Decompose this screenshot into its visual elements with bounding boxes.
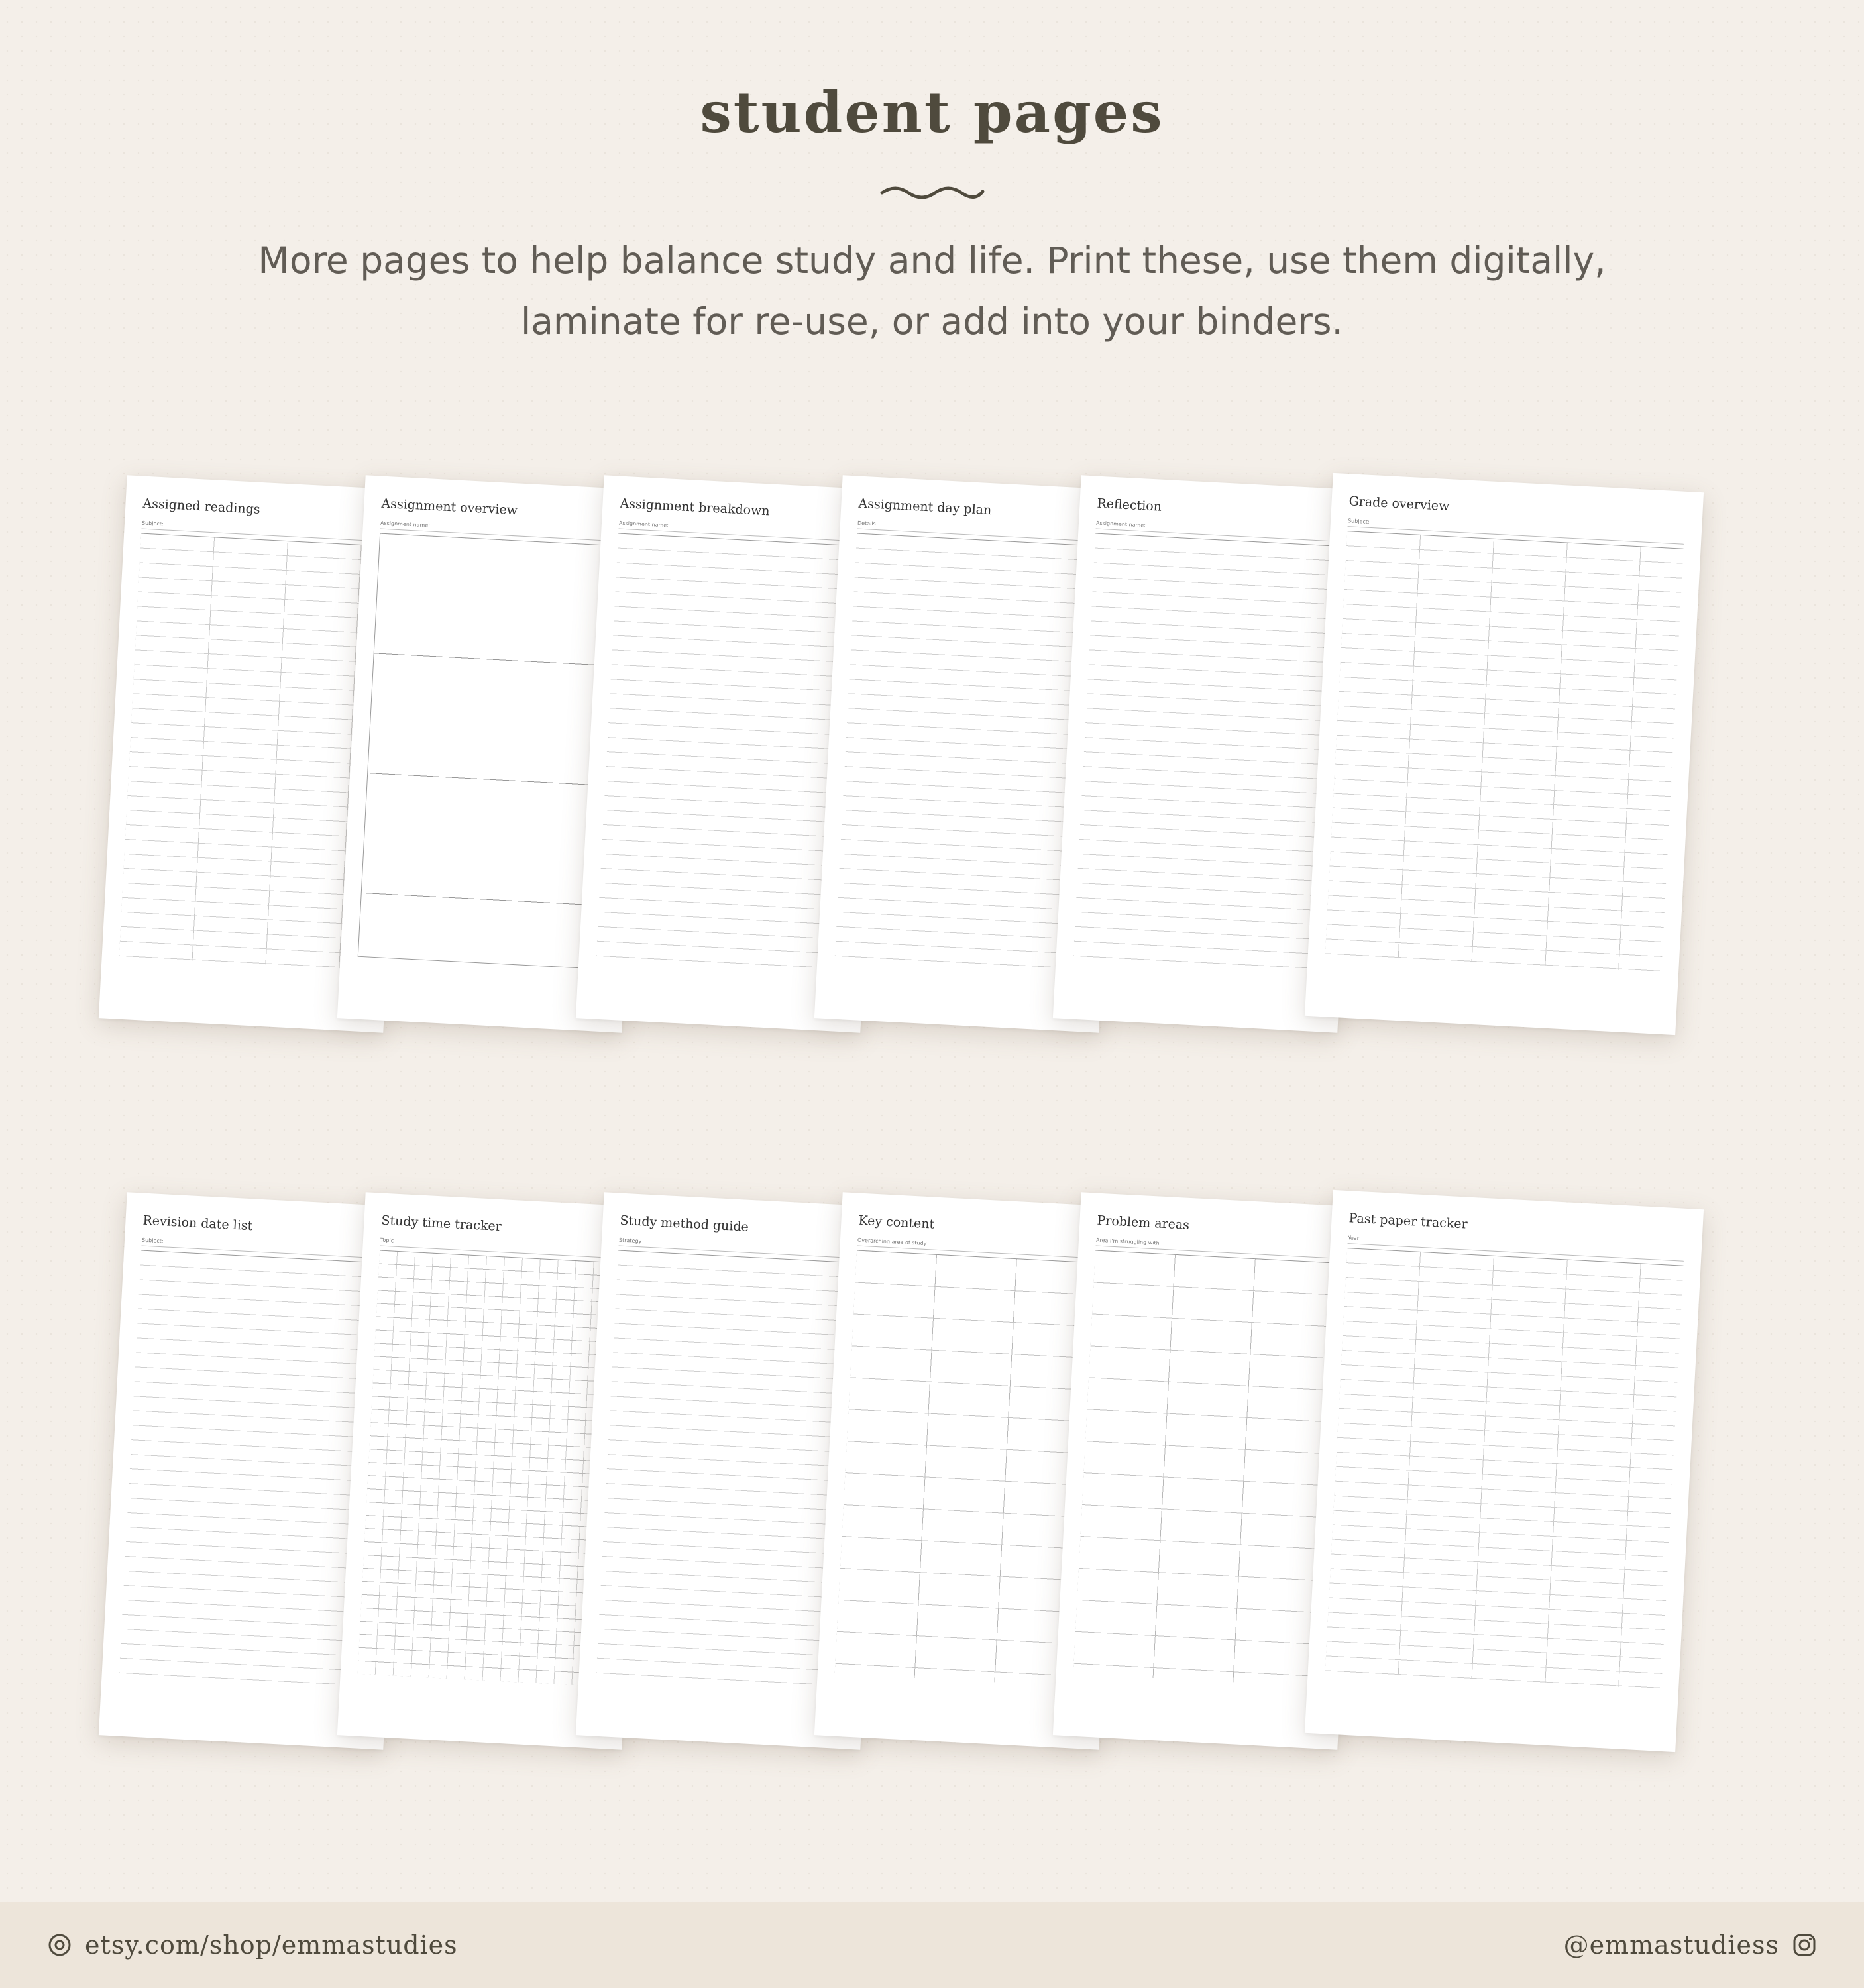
sheet-title: Assignment overview <box>380 496 518 518</box>
sheet-field-label: Details <box>857 520 1108 543</box>
sheet-title: Grade overview <box>1348 494 1450 514</box>
sheet-table <box>1325 531 1684 972</box>
sheet-title: Key content <box>857 1213 935 1232</box>
sheet-field-label: Year <box>1348 1235 1684 1262</box>
header <box>0 80 1864 352</box>
sheet-field-label: Overarching area of study <box>857 1237 1108 1260</box>
instagram-link[interactable] <box>1564 1930 1818 1960</box>
subtitle-line-2: laminate for re-use, or add into your binders. <box>520 300 1344 343</box>
sheet-title: Study time tracker <box>380 1213 502 1235</box>
shop-link[interactable] <box>46 1930 458 1960</box>
squiggle-divider-icon <box>879 184 985 201</box>
sheet-field-label: Assignment name: <box>1096 520 1346 543</box>
sheet-field-label: Topic <box>380 1237 631 1260</box>
sheet-field-label: Strategy <box>619 1237 869 1260</box>
sheet-title: Past paper tracker <box>1348 1211 1468 1232</box>
page-subtitle <box>237 230 1628 352</box>
sheet-title: Reflection <box>1096 496 1162 514</box>
footer-bar <box>0 1902 1864 1988</box>
sheet-title: Assignment day plan <box>857 496 992 518</box>
sheet-field-label: Subject: <box>142 1237 392 1260</box>
sheet-title: Assignment breakdown <box>619 496 771 519</box>
sheet-grade-overview <box>1305 473 1704 1035</box>
sheet-field-label: Assignment name: <box>380 520 631 543</box>
page-title: student pages <box>700 80 1164 145</box>
shop-url[interactable]: etsy.com/shop/emmastudies <box>85 1930 458 1960</box>
sheet-field-label: Assignment name: <box>619 520 869 543</box>
sheet-past-paper-tracker <box>1305 1190 1704 1752</box>
subtitle-line-1: More pages to help balance study and life. Print these, use them digitally, <box>258 239 1606 282</box>
sheet-title: Assigned readings <box>142 496 261 517</box>
sheet-field-label: Area I'm struggling with <box>1096 1237 1346 1260</box>
etsy-icon <box>46 1932 73 1958</box>
instagram-handle[interactable]: @emmastudiess <box>1563 1930 1779 1960</box>
sheet-lines <box>1073 533 1346 970</box>
sheet-table <box>1325 1248 1684 1689</box>
sheet-title: Study method guide <box>619 1213 749 1235</box>
instagram-icon <box>1791 1932 1818 1958</box>
sheet-title: Revision date list <box>142 1213 253 1234</box>
sheet-table <box>1073 1250 1346 1687</box>
sheet-title: Problem areas <box>1096 1213 1190 1233</box>
sheet-field-label: Subject: <box>1348 518 1684 545</box>
sheet-row-1 <box>0 482 1864 1092</box>
sheet-row-2 <box>0 1199 1864 1809</box>
sheet-field-label: Subject: <box>142 520 392 543</box>
